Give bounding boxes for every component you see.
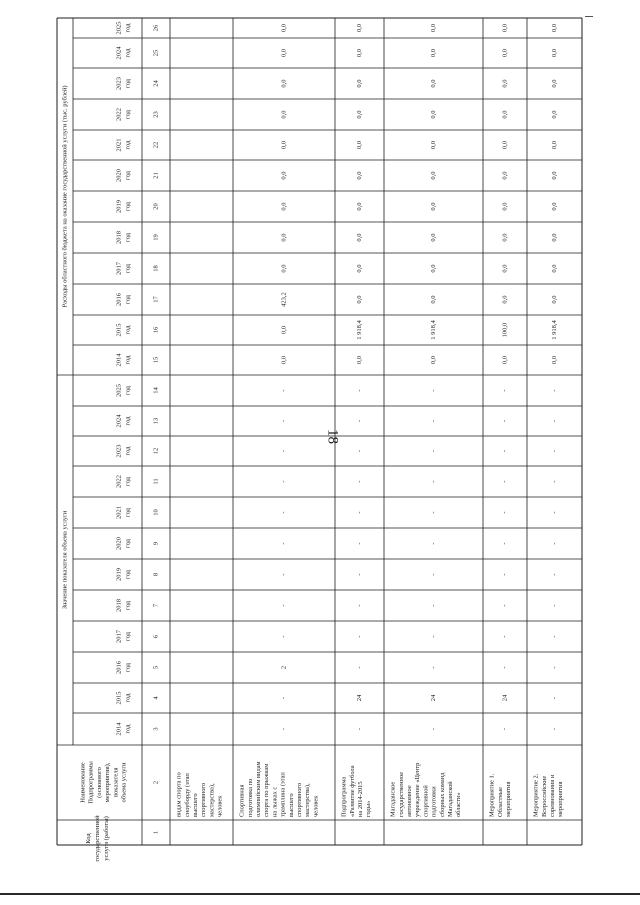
row-5-volume-6: -: [501, 573, 509, 576]
row-3-volume-5: -: [355, 604, 363, 607]
row-4-volume-6: -: [429, 573, 437, 576]
row-5-spend-6: 0,0: [501, 202, 509, 211]
row-6-spend-5: 0,0: [550, 233, 558, 242]
column-number-17: 17: [152, 296, 160, 303]
row-4-volume-5: -: [429, 604, 437, 607]
row-4-volume-9: -: [429, 480, 437, 483]
year-header-16-suffix: год: [124, 264, 132, 273]
column-number-9: 9: [152, 541, 160, 546]
row-6-name-line-3: соревнования и: [548, 774, 556, 817]
year-header-3-suffix: год: [124, 663, 132, 672]
col2-header-line-1: Наименование: [79, 762, 87, 803]
year-header-19-suffix: год: [124, 171, 132, 180]
row-4-volume-10: -: [429, 449, 437, 453]
row-6-volume-9: -: [550, 480, 558, 483]
year-header-24-suffix: год: [124, 23, 132, 33]
year-header-5-suffix: год: [124, 601, 132, 610]
row-3-volume-12: -: [355, 389, 363, 392]
row-6-name-line-1: Мероприятие 2.: [532, 773, 540, 817]
row-3-spend-12: 0,0: [355, 23, 363, 33]
row-6-volume-7: -: [550, 542, 558, 545]
year-header-13-year: 2014: [115, 353, 123, 367]
row-2-spend-12: 0,0: [280, 23, 288, 33]
year-header-22-suffix: год: [124, 79, 132, 88]
year-header-21-year: 2022: [115, 108, 123, 121]
row-2-volume-7: -: [280, 542, 288, 545]
row-6-spend-1: 0,0: [550, 355, 558, 365]
year-header-20-year: 2021: [115, 138, 123, 152]
column-number-11: 11: [152, 478, 160, 485]
row-5-volume-1: -: [501, 727, 509, 731]
row-5-volume-5: -: [501, 604, 509, 607]
row-4-volume-1: -: [429, 727, 437, 731]
year-header-22-year: 2023: [115, 77, 123, 90]
row-3-name-line-2: «Развитие футбола: [348, 765, 356, 817]
year-header-9-year: 2022: [115, 475, 123, 488]
row-4-name-line-5: спортивной: [422, 785, 430, 817]
column-number-25: 25: [152, 49, 160, 57]
row-6-spend-12: 0,0: [550, 23, 558, 33]
col2-header-line-3: (основного: [95, 767, 103, 798]
year-header-20-suffix: год: [124, 140, 132, 150]
row-6-spend-11: 0,0: [550, 48, 558, 58]
page-number: 18: [324, 429, 341, 444]
row-4-spend-9: 0,0: [429, 110, 437, 119]
row-6-volume-8: -: [550, 511, 558, 514]
row-4-spend-7: 0,0: [429, 171, 437, 180]
row-3-spend-11: 0,0: [355, 48, 363, 58]
row-4-spend-12: 0,0: [429, 23, 437, 33]
row-5-volume-4: -: [501, 635, 509, 638]
row-4-spend-5: 0,0: [429, 233, 437, 242]
year-header-6-year: 2019: [115, 568, 123, 581]
row-1-name-line-5: мастерства),: [208, 783, 216, 817]
column-number-21: 21: [152, 172, 160, 179]
row-2-spend-3: 423,2: [280, 292, 288, 307]
row-5-volume-7: -: [501, 542, 509, 545]
col2-header-line-5: показателя: [112, 767, 120, 798]
row-4-name-line-4: учреждение «Центр: [414, 762, 422, 817]
row-5-spend-7: 0,0: [501, 171, 509, 180]
year-header-3-year: 2016: [115, 661, 123, 674]
row-5-volume-2: 24: [501, 694, 509, 702]
column-number-4: 4: [152, 696, 160, 700]
row-5-spend-8: 0,0: [501, 140, 509, 150]
row-5-volume-11: -: [501, 419, 509, 423]
row-2-volume-5: -: [280, 604, 288, 607]
year-header-8-suffix: год: [124, 508, 132, 517]
row-1-name-line-3: высшего: [191, 793, 199, 817]
row-2-name-line-9: мастерства),: [304, 783, 312, 817]
row-2-spend-4: 0,0: [280, 264, 288, 273]
row-2-volume-12: -: [280, 389, 288, 392]
column-number-13: 13: [152, 417, 160, 425]
row-2-name-line-7: высшего: [287, 793, 295, 817]
year-header-7-suffix: год: [124, 539, 132, 548]
row-4-volume-8: -: [429, 511, 437, 514]
row-2-name-line-5: на лыжах с: [271, 786, 279, 817]
year-header-24-year: 2025: [115, 21, 123, 35]
row-3-spend-3: 0,0: [355, 295, 363, 304]
year-header-14-suffix: год: [124, 325, 132, 335]
row-6-name-line-4: мероприятия: [557, 781, 565, 817]
row-3-name-line-1: Подпрограмма: [340, 776, 348, 817]
column-number-14: 14: [152, 387, 160, 394]
row-5-spend-1: 0,0: [501, 355, 509, 365]
group1-header: Значение показателя объема услуги: [61, 510, 69, 610]
column-number-3: 3: [152, 727, 160, 731]
column-number-15: 15: [152, 356, 160, 364]
row-4-volume-2: 24: [429, 694, 437, 702]
row-3-volume-3: -: [355, 666, 363, 669]
row-5-volume-9: -: [501, 480, 509, 483]
row-5-name-line-3: мероприятия: [504, 781, 512, 817]
row-4-name-line-7: сборных команд: [438, 772, 446, 817]
row-4-name-line-1: Магаданское: [389, 781, 397, 817]
year-header-14-year: 2015: [115, 323, 123, 337]
row-3-volume-6: -: [355, 573, 363, 576]
year-header-9-suffix: год: [124, 477, 132, 486]
row-2-spend-10: 0,0: [280, 79, 288, 88]
row-2-name-line-6: трамплина (этап: [279, 772, 287, 817]
year-header-15-suffix: год: [124, 295, 132, 304]
row-3-volume-10: -: [355, 449, 363, 453]
row-5-volume-3: -: [501, 666, 509, 669]
year-header-19-year: 2020: [115, 169, 123, 182]
row-2-spend-9: 0,0: [280, 110, 288, 119]
row-3-volume-2: 24: [355, 694, 363, 702]
row-2-spend-2: 0,0: [280, 325, 288, 335]
column-number-7: 7: [152, 603, 160, 608]
row-4-spend-8: 0,0: [429, 140, 437, 150]
row-4-spend-3: 0,0: [429, 295, 437, 304]
row-5-spend-11: 0,0: [501, 48, 509, 58]
row-5-spend-2: 100,0: [501, 322, 509, 338]
year-header-4-year: 2017: [115, 630, 123, 643]
year-header-13-suffix: год: [124, 355, 132, 365]
column-number-5: 5: [152, 665, 160, 670]
row-1-name-line-4: спортивного: [200, 782, 208, 817]
row-2-volume-4: -: [280, 635, 288, 638]
row-4-volume-4: -: [429, 635, 437, 638]
row-2-spend-1: 0,0: [280, 355, 288, 365]
row-2-spend-5: 0,0: [280, 233, 288, 242]
year-header-1-suffix: год: [124, 724, 132, 734]
row-4-spend-1: 0,0: [429, 355, 437, 365]
row-4-volume-11: -: [429, 419, 437, 423]
row-3-volume-1: -: [355, 727, 363, 731]
year-header-10-suffix: год: [124, 446, 132, 456]
row-4-name-line-6: подготовки: [430, 786, 438, 817]
row-6-volume-11: -: [550, 419, 558, 423]
row-6-volume-1: -: [550, 727, 558, 731]
column-number-8: 8: [152, 572, 160, 577]
column-number-16: 16: [152, 326, 160, 334]
year-header-11-suffix: год: [124, 416, 132, 426]
row-4-volume-12: -: [429, 389, 437, 392]
row-6-spend-2: 1 918,4: [550, 320, 558, 340]
row-6-spend-3: 0,0: [550, 295, 558, 304]
row-4-volume-3: -: [429, 666, 437, 669]
row-4-spend-6: 0,0: [429, 202, 437, 211]
year-header-18-suffix: год: [124, 202, 132, 211]
year-header-12-suffix: год: [124, 386, 132, 395]
year-header-23-suffix: год: [124, 48, 132, 58]
year-header-2-year: 2015: [115, 691, 123, 705]
col1-header-line-1: Код: [84, 833, 92, 844]
row-4-name-line-8: Магаданской: [446, 781, 454, 817]
row-3-volume-9: -: [355, 480, 363, 483]
year-header-10-year: 2023: [115, 444, 123, 458]
column-number-26: 26: [152, 24, 160, 32]
row-6-volume-12: -: [550, 389, 558, 392]
row-3-spend-6: 0,0: [355, 202, 363, 211]
row-2-volume-2: -: [280, 696, 288, 700]
row-6-spend-10: 0,0: [550, 79, 558, 88]
column-number-19: 19: [152, 234, 160, 241]
row-5-volume-12: -: [501, 389, 509, 392]
year-header-23-year: 2024: [115, 46, 123, 60]
row-6-name-line-2: Всероссийские: [540, 775, 548, 817]
row-3-spend-7: 0,0: [355, 171, 363, 180]
column-number-24: 24: [152, 80, 160, 87]
col2-header-line-4: мероприятия),: [104, 762, 112, 803]
row-4-name-line-2: государственное: [397, 771, 405, 817]
year-header-11-year: 2024: [115, 414, 123, 428]
row-2-volume-10: -: [280, 449, 288, 453]
year-header-16-year: 2017: [115, 262, 123, 275]
year-header-4-suffix: год: [124, 632, 132, 641]
row-6-volume-3: -: [550, 666, 558, 669]
row-6-spend-9: 0,0: [550, 110, 558, 119]
row-3-name-line-3: на 2014-2015: [356, 781, 364, 817]
year-header-7-year: 2020: [115, 537, 123, 550]
row-5-name-line-1: Мероприятие 1.: [488, 773, 496, 817]
row-3-volume-7: -: [355, 542, 363, 545]
row-3-volume-4: -: [355, 635, 363, 638]
row-6-spend-6: 0,0: [550, 202, 558, 211]
column-number-18: 18: [152, 265, 160, 272]
row-5-spend-4: 0,0: [501, 264, 509, 273]
row-1-name-line-1: видам спорта по: [175, 772, 183, 817]
row-3-spend-8: 0,0: [355, 140, 363, 150]
row-3-spend-4: 0,0: [355, 264, 363, 273]
row-4-name-line-3: автономное: [405, 785, 413, 817]
row-2-spend-6: 0,0: [280, 202, 288, 211]
row-2-name-line-3: олимпийским видам: [254, 761, 262, 817]
year-header-15-year: 2016: [115, 293, 123, 306]
row-2-volume-3: 2: [280, 665, 288, 670]
year-header-18-year: 2019: [115, 200, 123, 213]
column-number-23: 23: [152, 111, 160, 118]
row-6-volume-2: -: [550, 696, 558, 700]
row-4-spend-11: 0,0: [429, 48, 437, 58]
col2-header-line-2: Подпрограммы: [87, 761, 95, 804]
row-5-spend-12: 0,0: [501, 23, 509, 33]
row-1-name-line-2: сноуборду (этап: [183, 773, 191, 817]
row-5-volume-10: -: [501, 449, 509, 453]
column-number-20: 20: [152, 203, 160, 210]
row-5-name-line-2: Областные: [496, 787, 504, 817]
row-3-volume-8: -: [355, 511, 363, 514]
row-2-name-line-4: спорта по прыжкам: [263, 763, 271, 817]
year-header-1-year: 2014: [115, 722, 123, 736]
column-number-10: 10: [152, 509, 160, 516]
page-bottom-rule: [0, 893, 640, 895]
row-2-volume-8: -: [280, 511, 288, 514]
row-3-volume-11: -: [355, 419, 363, 423]
row-5-spend-3: 0,0: [501, 295, 509, 304]
row-5-spend-9: 0,0: [501, 110, 509, 119]
year-header-5-year: 2018: [115, 599, 123, 612]
column-number-6: 6: [152, 634, 160, 639]
year-header-17-year: 2018: [115, 231, 123, 244]
column-number-2: 2: [152, 780, 160, 785]
year-header-17-suffix: год: [124, 233, 132, 242]
row-2-volume-11: -: [280, 419, 288, 423]
row-3-spend-10: 0,0: [355, 79, 363, 88]
row-2-spend-8: 0,0: [280, 140, 288, 150]
row-2-name-line-10: человек: [312, 795, 320, 817]
row-2-name-line-1: Спортивная: [238, 784, 246, 817]
col1-header-line-3: услуги (работы): [102, 816, 110, 861]
row-3-spend-1: 0,0: [355, 355, 363, 365]
column-number-12: 12: [152, 447, 160, 455]
year-header-21-suffix: год: [124, 110, 132, 119]
row-5-volume-8: -: [501, 511, 509, 514]
year-header-2-suffix: год: [124, 693, 132, 703]
row-2-volume-9: -: [280, 480, 288, 483]
year-header-8-year: 2021: [115, 506, 123, 519]
row-6-volume-5: -: [550, 604, 558, 607]
row-4-name-line-9: области»: [455, 792, 463, 817]
row-6-spend-8: 0,0: [550, 140, 558, 150]
row-4-spend-4: 0,0: [429, 264, 437, 273]
row-4-volume-7: -: [429, 542, 437, 545]
row-5-spend-10: 0,0: [501, 79, 509, 88]
row-5-spend-5: 0,0: [501, 233, 509, 242]
column-number-1: 1: [152, 830, 160, 835]
row-3-spend-2: 1 918,4: [355, 320, 363, 340]
col1-header-line-2: государственной: [93, 815, 101, 862]
column-number-22: 22: [152, 141, 160, 149]
row-2-volume-1: -: [280, 727, 288, 731]
row-2-spend-7: 0,0: [280, 171, 288, 180]
row-2-name-line-8: спортивного: [295, 782, 303, 817]
row-6-volume-6: -: [550, 573, 558, 576]
row-6-spend-4: 0,0: [550, 264, 558, 273]
row-3-spend-5: 0,0: [355, 233, 363, 242]
row-6-volume-10: -: [550, 449, 558, 453]
row-2-spend-11: 0,0: [280, 48, 288, 58]
col2-header-line-6: объема услуги: [120, 762, 128, 803]
row-6-spend-7: 0,0: [550, 171, 558, 180]
row-2-name-line-2: подготовка по: [246, 778, 254, 817]
row-4-spend-2: 1 918,4: [429, 320, 437, 340]
year-header-6-suffix: год: [124, 570, 132, 579]
row-2-volume-6: -: [280, 573, 288, 576]
row-4-spend-10: 0,0: [429, 79, 437, 88]
row-6-volume-4: -: [550, 635, 558, 638]
row-1-name-line-6: человек: [216, 795, 224, 817]
group2-header: Расходы областного бюджета на оказание государственной услуги (тыс. рублей): [61, 85, 69, 308]
year-header-12-year: 2025: [115, 384, 123, 397]
row-3-name-line-4: годы»: [365, 800, 373, 817]
row-3-spend-9: 0,0: [355, 110, 363, 119]
